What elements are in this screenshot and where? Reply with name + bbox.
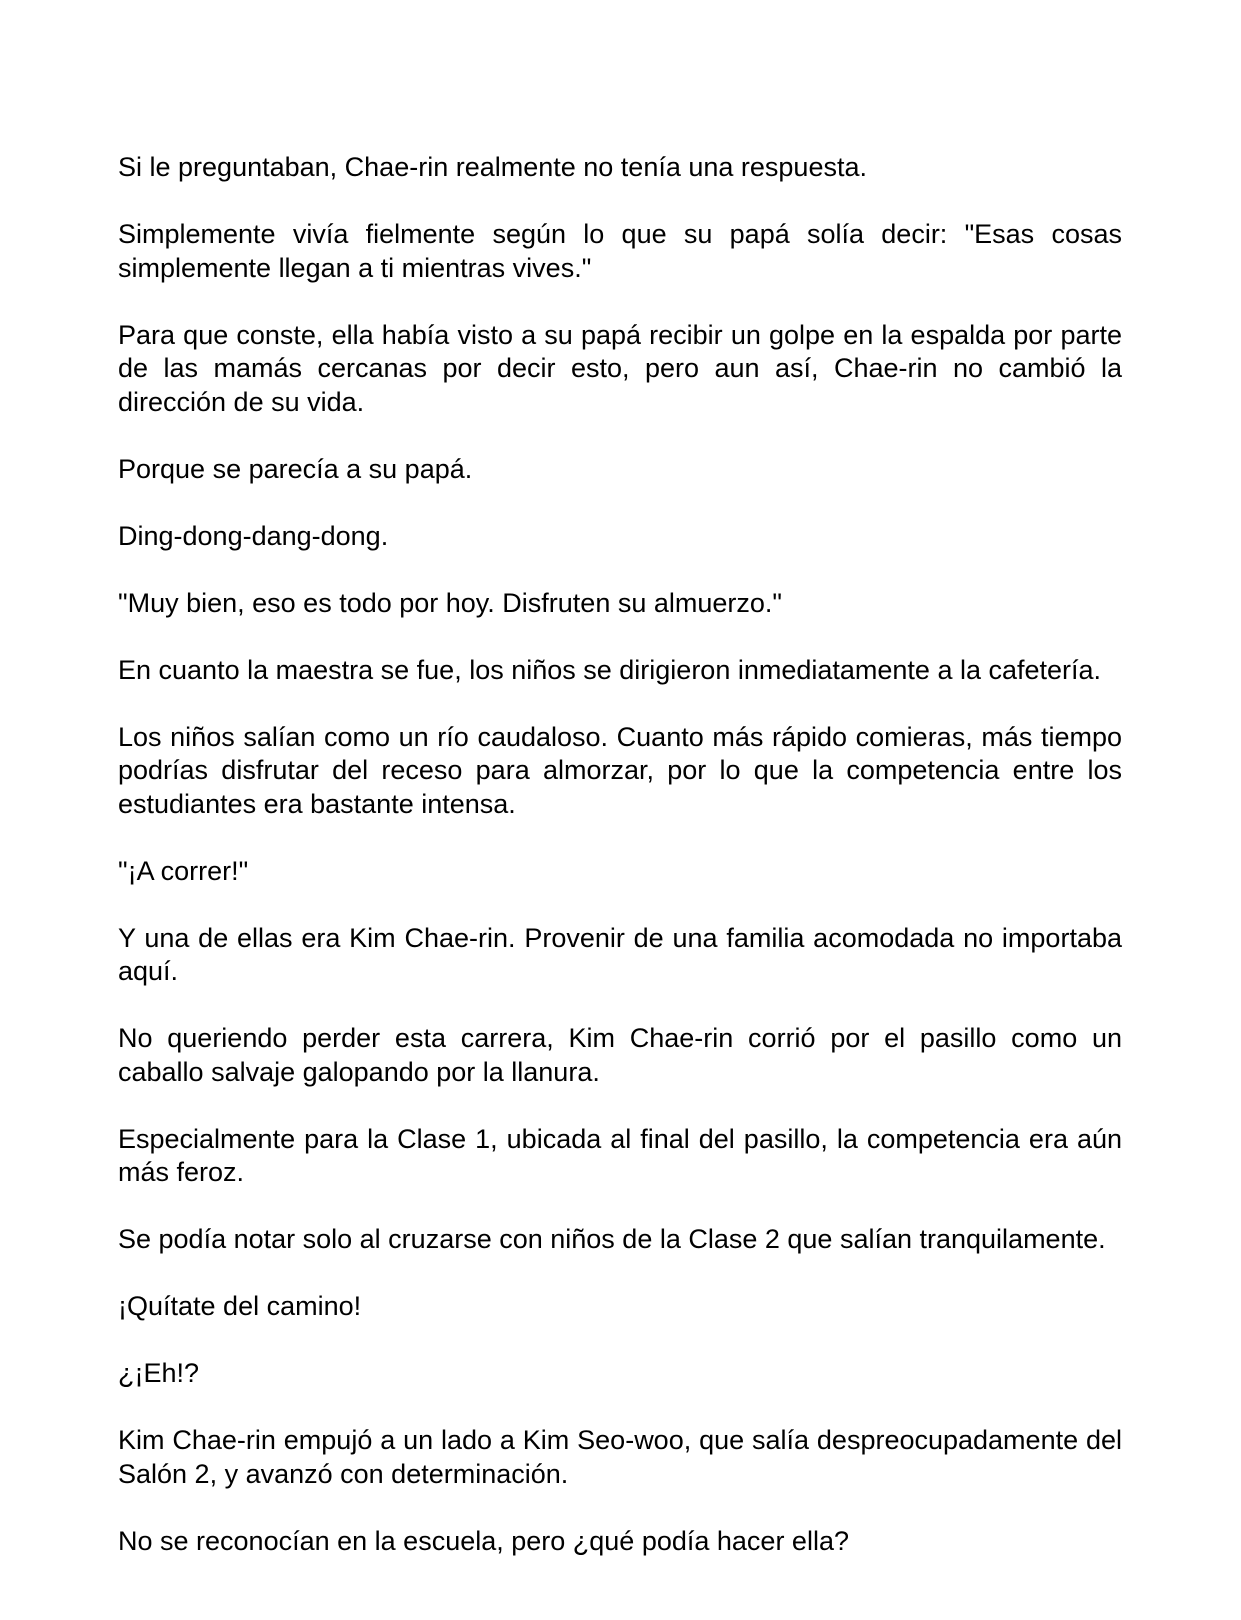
- paragraph: Kim Chae-rin empujó a un lado a Kim Seo-woo, que salía despreocupadamente del Salón 2, y avanzó con determinación.: [118, 1425, 1122, 1489]
- paragraph: ¡Quítate del camino!: [118, 1291, 362, 1321]
- document-body: [118, 151, 1122, 1558]
- paragraph: Los niños salían como un río caudaloso. Cuanto más rápido comieras, más tiempo podrías disfrutar del receso para almorzar, por lo que la competencia entre los estudiantes era bastante intensa.: [118, 721, 1122, 819]
- paragraph: "¡A correr!": [118, 855, 249, 886]
- paragraph: Porque se parecía a su papá.: [118, 453, 473, 484]
- paragraph: Ding-dong-dang-dong.: [118, 520, 389, 551]
- paragraph: Y una de ellas era Kim Chae-rin. Provenir de una familia acomodada no importaba aquí.: [118, 922, 1122, 986]
- paragraph: En cuanto la maestra se fue, los niños se dirigieron inmediatamente a la cafetería.: [118, 654, 1102, 685]
- paragraph: ¿¡Eh!?: [118, 1358, 200, 1388]
- paragraph: No se reconocían en la escuela, pero ¿qué podía hacer ella?: [118, 1525, 849, 1556]
- paragraph: Simplemente vivía fielmente según lo que su papá solía decir: "Esas cosas simplemente llegan a ti mientras vives.": [118, 219, 1122, 283]
- paragraph: Especialmente para la Clase 1, ubicada al final del pasillo, la competencia era aún más feroz.: [118, 1123, 1122, 1187]
- paragraph: Para que conste, ella había visto a su papá recibir un golpe en la espalda por parte de las mamás cercanas por decir esto, pero aun así, Chae-rin no cambió la dirección de su vida.: [118, 319, 1122, 417]
- paragraph: "Muy bien, eso es todo por hoy. Disfruten su almuerzo.": [118, 587, 782, 618]
- paragraph: Si le preguntaban, Chae-rin realmente no tenía una respuesta.: [118, 152, 867, 182]
- paragraph: No queriendo perder esta carrera, Kim Chae-rin corrió por el pasillo como un caballo salvaje galopando por la llanura.: [118, 1023, 1122, 1087]
- paragraph: Se podía notar solo al cruzarse con niños de la Clase 2 que salían tranquilamente.: [118, 1224, 1106, 1254]
